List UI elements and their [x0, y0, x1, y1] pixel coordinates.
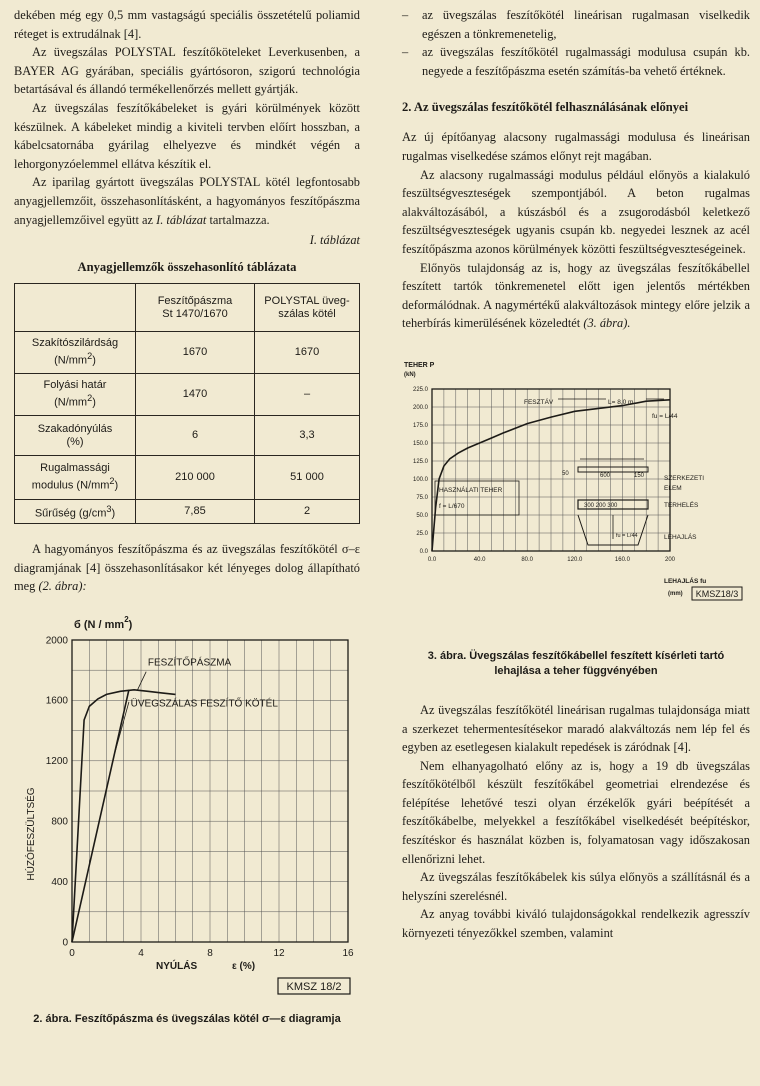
label-line: Szakadónyúlás [37, 422, 113, 435]
label-line: Szakítószilárdság [31, 337, 119, 350]
service-load-ratio: f = L/670 [439, 502, 465, 510]
x-tick-label: 160.0 [614, 556, 630, 563]
y-axis-label: TEHER P [404, 361, 435, 369]
text-run: tartalmazza. [206, 212, 270, 227]
dimension-label: 600 [600, 472, 611, 479]
y-tick-label: 1600 [45, 695, 68, 707]
y-tick-label: 75.0 [416, 494, 428, 501]
service-load-box [435, 481, 519, 515]
paragraph: dekében még egy 0,5 mm vastagságú speciális összetételű poliamid réteget is extrudálnak [4]. [14, 8, 360, 41]
y-axis-label: HÚZÓFESZÜLTSÉG [26, 787, 37, 881]
header-line: szálas kötél [278, 307, 336, 320]
table-row [15, 374, 360, 416]
strand-label: FESZÍTŐPÁSZMA [147, 657, 232, 669]
y-tick-label: 175.0 [412, 422, 428, 429]
row-label [15, 332, 136, 374]
label-line: Folyási határ [43, 379, 107, 392]
x-tick-label: 40.0 [473, 556, 486, 563]
table-cell: – [255, 374, 360, 416]
x-axis-label: LEHAJLÁS fu [664, 577, 707, 585]
structure-label: SZERKEZETI [664, 474, 705, 482]
x-tick-label: 12 [273, 947, 285, 959]
structure-label: ELEM [664, 484, 682, 492]
table-cell: 6 [136, 416, 255, 456]
bullet-dash: – [402, 8, 409, 22]
label-line: modulus (N/mm [31, 479, 110, 492]
paragraph: Nem elhanyagolható előny az is, hogy a 19 db üvegszálas feszítőkötélből készült feszítőkábel geometriai elrendezése és felépítése lehetővé teszi olyan érzékelők gyári beépítését a feszítőkábelbe, melyekkel a feszítőkábel viselkedését beépítéskor, feszítéskor és használat közben is, folyamatosan vagy időszakosan ellenőrizni lehet. [402, 758, 750, 866]
dimension-label: 150 [634, 472, 645, 479]
y-tick-label: 100.0 [412, 476, 428, 483]
y-tick-label: 1200 [45, 756, 68, 768]
fu-label: fu = L/44 [652, 412, 678, 420]
table-row [15, 500, 360, 524]
row-label [15, 500, 136, 524]
table-cell: 210 000 [136, 456, 255, 500]
sigma-label: б $(N / mm^2)$ [74, 614, 133, 631]
y-tick-label: 125.0 [412, 458, 428, 465]
row-label [15, 374, 136, 416]
paragraph: Az alacsony rugalmassági modulus például előnyös a kialakuló feszültségveszteségek szempontjából. A beton rugalmas alakváltozásából, a kúszásból és a zsugorodásból keletkező feszültségveszteségek ugyanis csupán kb. negyedei lesznek az acél feszítőpászma azonos körülmények közötti feszültségveszteségeinek. [402, 167, 750, 256]
paragraph: Az anyag további kiváló tulajdonságokkal rendelkezik agresszív környezeti tényezőkkel szemben, valamint [402, 907, 750, 941]
stamp-text: KMSZ18/3 [695, 588, 739, 599]
y-tick-label: 25.0 [416, 530, 428, 537]
label-line: ) [92, 354, 96, 367]
table-cell: 3,3 [255, 416, 360, 456]
table-title: Anyagjellemzők összehasonlító táblázata [77, 260, 297, 275]
x-axis-unit: (mm) [668, 590, 683, 597]
properties-table [14, 283, 360, 524]
beam-sketch [562, 459, 704, 545]
table-reference: I. táblázat [156, 212, 207, 227]
y-tick-label: 400 [51, 876, 68, 888]
table-corner-cell [15, 284, 136, 332]
table-cell: 1670 [136, 332, 255, 374]
text-run: A hagyományos feszítőpászma és az üvegszálas feszítőkötél σ–ε diagramjának [4] összehasonlításakor két lényeges dolog állapítható meg [14, 542, 360, 594]
table-row [15, 416, 360, 456]
superscript: 3 [106, 503, 112, 514]
header-line: St 1470/1670 [162, 307, 228, 320]
figure-caption: 3. ábra. Üvegszálas feszítőkábellel feszített kísérleti tartó lehajlása a teher függvényében [427, 649, 725, 677]
paragraph: Az üvegszálas feszítőkábelek kis súlya előnyös a szállításnál és a helyszíni szerelésnél. [402, 870, 750, 903]
y-tick-label: 150.0 [412, 440, 428, 447]
superscript: 2 [87, 393, 93, 404]
y-tick-label: 0 [62, 937, 68, 949]
x-axis-label: NYÚLÁS [156, 960, 198, 972]
figure-reference: (2. ábra): [38, 579, 87, 594]
superscript: 2 [109, 476, 115, 487]
y-tick-label: 200.0 [412, 404, 428, 411]
y-tick-label: 50.0 [416, 512, 428, 519]
row-label [15, 456, 136, 500]
span-label: FESZTÁV [524, 398, 554, 406]
stamp-text: KMSZ 18/2 [286, 980, 342, 993]
header-line: POLYSTAL üveg- [264, 294, 350, 307]
x-axis-unit: ε (%) [232, 960, 256, 972]
paragraph [14, 173, 360, 229]
paragraph [402, 259, 750, 333]
table-cell: 2 [255, 500, 360, 524]
figure-reference: (3. ábra). [583, 316, 631, 331]
glass-cable-label: ÜVEGSZÁLAS FESZÍTŐ KÖTÉL [130, 698, 278, 710]
bullet-text: az üvegszálas feszítőkötél rugalmassági modulusa csupán kb. negyede a feszítőpászma esetén számítás-ba vehető értéknek. [422, 45, 750, 78]
figure-caption: 2. ábra. Feszítőpászma és üvegszálas kötél σ—ε diagramja [33, 1012, 341, 1025]
x-tick-label: 80.0 [521, 556, 534, 563]
table-cell: 1670 [255, 332, 360, 374]
load-dimensions: 300 200 300 [584, 502, 618, 509]
x-tick-label: 4 [138, 947, 144, 959]
label-line: (%) [66, 435, 84, 448]
superscript: 2 [87, 351, 93, 362]
table-header-cell [136, 284, 255, 332]
header-line: Feszítőpászma [157, 294, 233, 307]
table-row [15, 332, 360, 374]
span-value: L= 8,0 m [608, 398, 634, 406]
label-line: ) [111, 507, 116, 520]
x-tick-label: 0 [69, 947, 75, 959]
label-line: (N/mm [54, 396, 88, 409]
leader-line [138, 672, 147, 690]
stress-strain-chart [14, 602, 360, 1012]
paragraph: Az új építőanyag alacsony rugalmassági modulusa és lineárisan rugalmas viselkedése számos előnyt rejt magában. [402, 130, 750, 163]
right-column [402, 6, 750, 943]
table-cell: 51 000 [255, 456, 360, 500]
text-run: Az iparilag gyártott üvegszálas POLYSTAL kötél legfontosabb anyagjellemzőit, összehasonlításként, a hagyományos feszítőpászma anyagjellemzőivel együtt az [14, 175, 360, 227]
series-line [72, 690, 129, 942]
paragraph: Az üvegszálas feszítőkötél lineárisan rugalmas tulajdonsága miatt a szerkezet tehermentesítésekor maradó alakváltozás nem lép fel és egyben az esetlegesen kialakult repedések is záródnak [4]. [402, 702, 750, 755]
label-line: Rugalmassági [40, 462, 110, 475]
label-line: ) [114, 479, 119, 492]
label-line: Sűrűség (g/cm [34, 507, 107, 520]
x-tick-label: 16 [342, 947, 354, 959]
table-cell: 7,85 [136, 500, 255, 524]
x-tick-label: 120.0 [567, 556, 583, 563]
paragraph [14, 540, 360, 596]
x-tick-label: 200 [664, 556, 676, 563]
dimension-label: 50 [562, 470, 569, 477]
table-cell: 1470 [136, 374, 255, 416]
y-tick-label: 0.0 [419, 548, 428, 555]
row-label [15, 416, 136, 456]
bullet-item [402, 6, 750, 43]
bullet-text: az üvegszálas feszítőkötél lineárisan rugalmasan viselkedik egészen a tönkremenetelig, [422, 8, 750, 41]
label-line: ) [92, 396, 96, 409]
service-load-label: HASZNÁLATI TEHER [439, 486, 503, 494]
table-row [15, 456, 360, 500]
load-deflection-chart [402, 355, 750, 641]
section-heading: 2. Az üvegszálas feszítőkötél felhasználásának előnyei [402, 100, 689, 115]
y-tick-label: 2000 [45, 635, 68, 647]
load-label: TERHELÉS [664, 501, 699, 509]
deflection-label: LEHAJLÁS [664, 533, 697, 541]
table-number: I. táblázat [309, 233, 360, 248]
paragraph: Az üvegszálas POLYSTAL feszítőköteleket Leverkusenben, a BAYER AG gyárában, speciális gyártósoron, szigorú technológia betartásával és állandó termékellenőrzés mellett gyártják. [14, 45, 360, 97]
label-line: (N/mm [54, 354, 88, 367]
table-header-row [15, 284, 360, 332]
text-run: Előnyös tulajdonság az is, hogy az üvegszálas feszítőkábellel feszített tartók tönkremenetel előtt igen jelentős mértékben deformálódnak. A nagymértékű alakváltozások mintegy előre jelzik a teherbírás kimerülésének közeledtét [402, 260, 750, 331]
table-header-cell [255, 284, 360, 332]
leader-line [115, 702, 129, 752]
y-tick-label: 800 [51, 816, 68, 828]
paragraph: Az üvegszálas feszítőkábeleket is gyári körülmények között készülnek. A kábeleket mindig a kiviteli tervben előírt hosszban, a kábelcsatornába gyárilag elhelyezve és mindkét végén a lehorgonyzóelemmel ellátva készítik el. [14, 100, 360, 171]
x-tick-label: 0.0 [427, 556, 437, 563]
bullet-dash: – [402, 45, 409, 60]
y-axis-unit: (kN) [404, 371, 416, 378]
bullet-item [402, 43, 750, 80]
left-column [14, 6, 360, 1027]
fu-mark: fu = L/44 [616, 532, 638, 539]
y-tick-label: 225.0 [412, 386, 428, 393]
x-tick-label: 8 [207, 947, 213, 959]
